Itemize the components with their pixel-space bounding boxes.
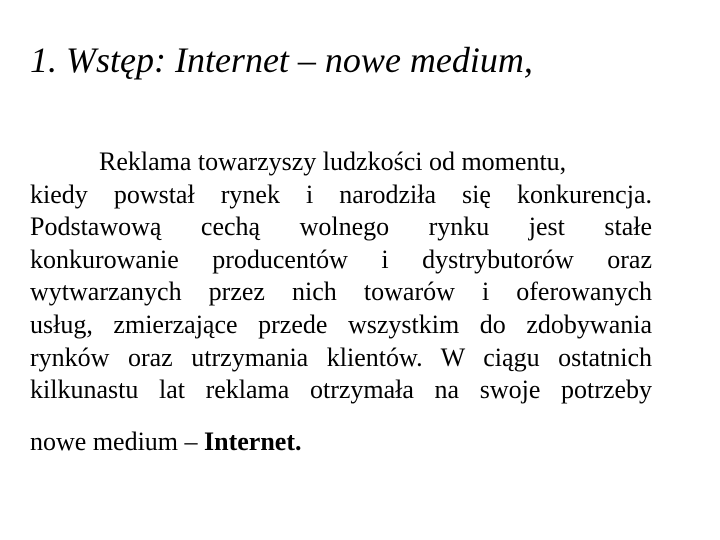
paragraph-line-5: wytwarzanych przez nich towarów i oferowanych bbox=[30, 277, 652, 307]
paragraph-line-7: rynków oraz utrzymania klientów. W ciągu ostatnich bbox=[30, 342, 652, 372]
final-line-bold-word: Internet. bbox=[204, 427, 302, 456]
paragraph-line-3: Podstawową cechą wolnego rynku jest stałe bbox=[30, 212, 652, 242]
paragraph-line-4: konkurowanie producentów i dystrybutorów oraz bbox=[30, 244, 652, 274]
paragraph-line-6: usług, zmierzające przede wszystkim do zdobywania bbox=[30, 309, 652, 339]
paragraph-line-8: kilkunastu lat reklama otrzymała na swoje potrzeby bbox=[30, 375, 652, 405]
paragraph-line-1: Reklama towarzyszy ludzkości od momentu, bbox=[99, 147, 567, 176]
paragraph-final-line bbox=[30, 426, 302, 458]
slide-title: 1. Wstęp: Internet – nowe medium, bbox=[30, 40, 533, 80]
body-paragraph bbox=[30, 146, 652, 407]
final-line-text: nowe medium – bbox=[30, 427, 205, 456]
paragraph-line-2: kiedy powstał rynek i narodziła się konkurencja. bbox=[30, 179, 652, 209]
